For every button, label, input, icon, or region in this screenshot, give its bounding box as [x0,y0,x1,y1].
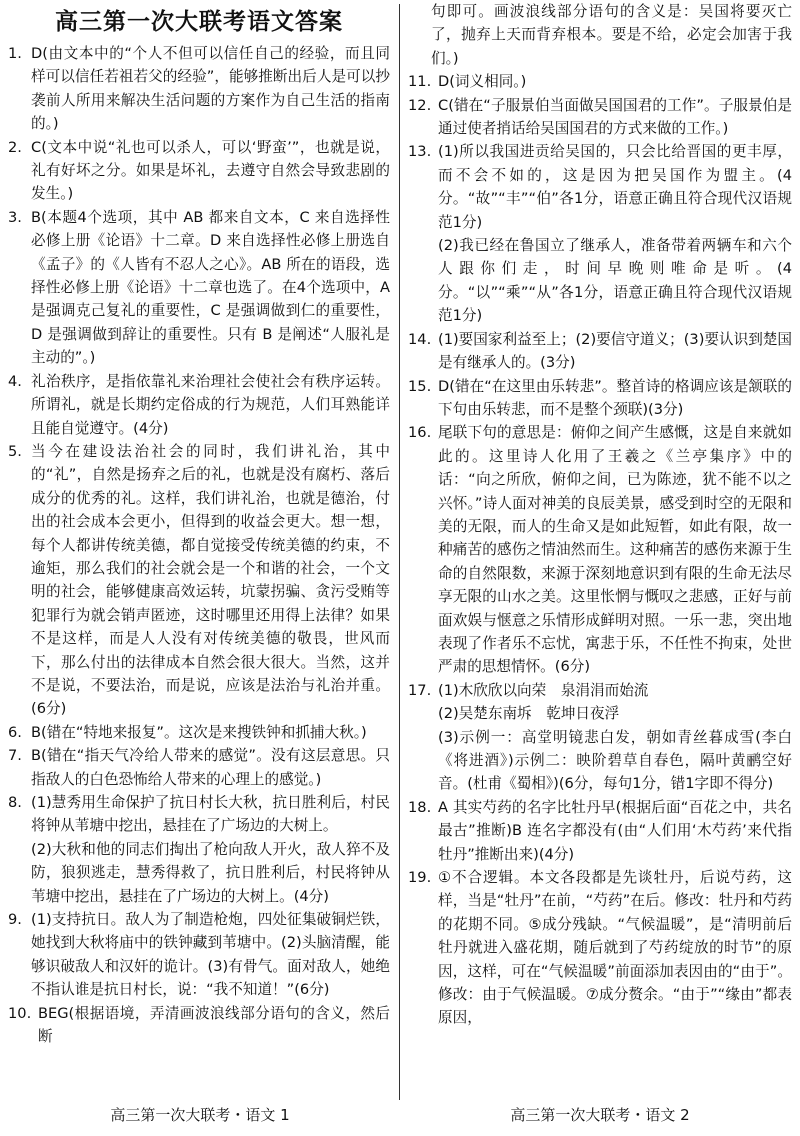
right-answer-list [408,0,792,1030]
answer-item [8,1002,390,1049]
answer-number: 7. [8,747,22,765]
answer-number: 18. [408,798,432,816]
answer-number: 9. [8,911,22,929]
answer-subpart: (2)吴楚东南坼 乾坤日夜浮 [438,705,620,723]
answer-item [8,744,390,791]
answer-number [408,0,431,70]
answer-item [408,70,792,93]
answer-number: 6. [8,723,22,741]
answer-item [8,42,390,136]
answer-item [408,328,792,375]
answer-number: 17. [408,681,432,699]
answer-item [8,440,390,721]
answer-subpart: (3)示例一：高堂明镜悲白发，朝如青丝暮成雪(李白《将进酒》)示例二：映阶碧草自春色，隔叶黄鹂空好音。(杜甫《蜀相》)(6分，每句1分，错1字即不得分) [438,728,792,793]
answer-item [408,796,792,866]
answer-item [408,94,792,141]
answer-number: 4. [8,372,22,390]
answer-text: C(文本中说“礼也可以杀人，可以‘野蛮’”，也就是说，礼有好坏之分。如果是坏礼，去遵守自然会导致悲剧的发生。) [31,138,390,203]
answer-subpart: (2)我已经在鲁国立了继承人，准备带着两辆车和六个人跟你们走，时间早晚则唯命是听。(4分。“以”“乘”“从”各1分，语意正确且符合现代汉语规范1分) [438,237,792,325]
answer-number: 14. [408,330,432,348]
answer-number: 16. [408,424,432,442]
answer-text: C(错在“子服景伯当面做吴国国君的工作”。子服景伯是通过使者捎话给吴国国君的方式来做的工作。) [438,96,792,138]
answer-text: B(错在“指天气冷给人带来的感觉”。没有这层意思。只指敌人的白色恐怖给人带来的心理上的感觉。) [31,747,390,788]
answer-item [8,370,390,440]
answer-text: A 其实芍药的名字比牡丹早(根据后面“百花之中，共名最古”推断)B 连名字都没有(由“人们用‘木芍药’来代指牡丹”推断出来)(4分) [438,798,792,863]
answer-item [408,140,792,327]
footer-page-2: 高三第一次大联考・语文 2 [510,1106,690,1124]
answer-number: 13. [408,143,432,161]
answer-subpart: (1)慧秀用生命保护了抗日村长大秋，抗日胜利后，村民将钟从苇塘中挖出，悬挂在了广场边的大树上。 [31,794,390,835]
footer-page-1: 高三第一次大联考・语文 1 [110,1106,290,1124]
answer-text [438,140,792,327]
answer-item [8,721,390,744]
answer-number: 11. [408,73,432,91]
answer-text: D(由文本中的“个人不但可以信任自己的经验，而且同样可以信任若祖若父的经验”，能够推断出后人是可以抄袭前人所用来解决生活问题的方案作为自己生活的指南的。) [31,45,390,133]
answer-number: 10. [8,1004,32,1022]
answer-text: BEG(根据语境，弄清画波浪线部分语句的含义，然后断 [38,1004,390,1046]
answer-number: 3. [8,208,22,226]
answer-text: D(错在“在这里由乐转悲”。整首诗的格调应该是颔联的下句由乐转悲，而不是整个颈联)(3分) [438,377,792,418]
answer-item [408,866,792,1030]
answer-item [408,421,792,678]
answer-number: 1. [8,45,22,62]
answer-subpart: (1)木欣欣以向荣 泉涓涓而始流 [438,681,649,699]
answer-number: 12. [408,96,432,114]
answer-text: B(错在“特地来报复”。这次是来搜铁钟和抓捕大秋。) [31,723,367,741]
answer-number: 8. [8,794,22,811]
answer-item [408,375,792,422]
answer-text: 当今在建设法治社会的同时，我们讲礼治，其中的“礼”，自然是扬弃之后的礼，也就是没有腐朽、落后成分的优秀的礼。这样，我们讲礼治，也就是德治，付出的社会成本会更小，但得到的收益会更大。想一想，每个人都讲传统美德，都自觉接受传统美德的约束，不逾矩，那么我们的社会就会是一个和谐的社会，一个文明的社会，能够健康高效运转，坑蒙拐骗、贪污受贿等犯罪行为就会销声匿迹，这时哪里还用得上法律？如果不是这样，而是人人没有对传统美德的敬畏，世风而下，那么付出的法律成本自然会很大很大。当然，这并不是说，不要法治，而是说，应该是法治与礼治并重。(6分) [31,442,390,718]
left-answer-list [8,42,390,1048]
answer-text: D(词义相同。) [438,73,527,91]
answer-item [8,791,390,908]
answer-item [8,908,390,1002]
answer-number: 2. [8,138,22,156]
answer-item [408,0,792,70]
page-title: 高三第一次大联考语文答案 [55,9,343,35]
answer-text [438,679,792,796]
answer-text: 句即可。画波浪线部分语句的含义是：吴国将要灭亡了，抛弃上天而背弃根本。要是不给，必定会加害于我们。) [431,3,792,67]
answer-subpart: (1)所以我国进贡给吴国的，只会比给晋国的更丰厚，而不会不如的，这是因为把吴国作为盟主。(4分。“故”“丰”“伯”各1分，语意正确且符合现代汉语规范1分) [438,143,792,231]
answer-item [408,679,792,796]
answer-text: (1)要国家利益至上；(2)要信守道义；(3)要认识到楚国是有继承人的。(3分) [438,330,792,372]
left-column [8,0,390,1100]
answer-text [31,791,390,908]
answer-subpart: (2)大秋和他的同志们掏出了枪向敌人开火，敌人猝不及防，狼狈逃走，慧秀得救了，抗日胜利后，村民将钟从苇塘中挖出，悬挂在了广场边的大树上。(4分) [31,840,390,905]
answer-text: B(本题4个选项，其中 AB 都来自文本，C 来自选择性必修上册《论语》十二章。D 来自选择性必修上册选自《孟子》的《人皆有不忍人之心》。AB 所在的语段，选择性必修上册《论语》十二章也选了。在4个选项中，A 是强调克己复礼的重要性，C 是强调做到仁的重要性，D 是强调做到辞让的重要性。只有 B 是阐述“人服礼是主动的”。) [31,208,390,367]
answer-text: (1)支持抗日。敌人为了制造枪炮，四处征集破铜烂铁，她找到大秋将庙中的铁钟藏到苇塘中。(2)头脑清醒，能够识破敌人和汉奸的诡计。(3)有骨气。面对敌人，她绝不指认谁是抗日村长，说：“我不知道！”(6分) [31,911,390,999]
answer-text: 礼治秩序，是指依靠礼来治理社会使社会有秩序运转。所谓礼，就是长期约定俗成的行为规范，人们耳熟能详且能自觉遵守。(4分) [31,372,390,437]
right-column [408,0,792,1100]
answer-number: 15. [408,377,432,395]
answer-item [8,206,390,370]
column-divider [399,4,400,1100]
answer-text: ①不合逻辑。本文各段都是先谈牡丹，后说芍药，这样，当是“牡丹”在前，“芍药”在后。修改：牡丹和芍药的花期不同。⑤成分残缺。“气候温暖”，是“清明前后牡丹就进入盛花期，随后就到了芍药绽放的时节”的原因，这样，可在“气候温暖”前面添加表因由的“由于”。修改：由于气候温暖。⑦成分赘余。“由于”“缘由”都表原因， [438,869,792,1027]
answer-number: 5. [8,442,22,460]
answer-number: 19. [408,869,432,887]
answer-item [8,136,390,206]
answer-text: 尾联下句的意思是：俯仰之间产生感慨，这是自来就如此的。这里诗人化用了王羲之《兰亭集序》中的话：“向之所欣，俯仰之间，已为陈迹，犹不能不以之兴怀。”诗人面对神美的良辰美景，感受到时空的无限和美的无限，而人的生命又是如此短暂，如此有限，故一种痛苦的感伤之情油然而生。这种痛苦的感伤来源于生命的自然限数，来源于深刻地意识到有限的生命无法尽享无限的山水之美。这里怅惘与慨叹之悲感，正好与前面欢娱与惬意之乐情形成鲜明对照。一乐一悲，突出地表现了作者乐不忘忧，寓悲于乐，不任性不拘束，处世严肃的思想情怀。(6分) [438,424,792,676]
